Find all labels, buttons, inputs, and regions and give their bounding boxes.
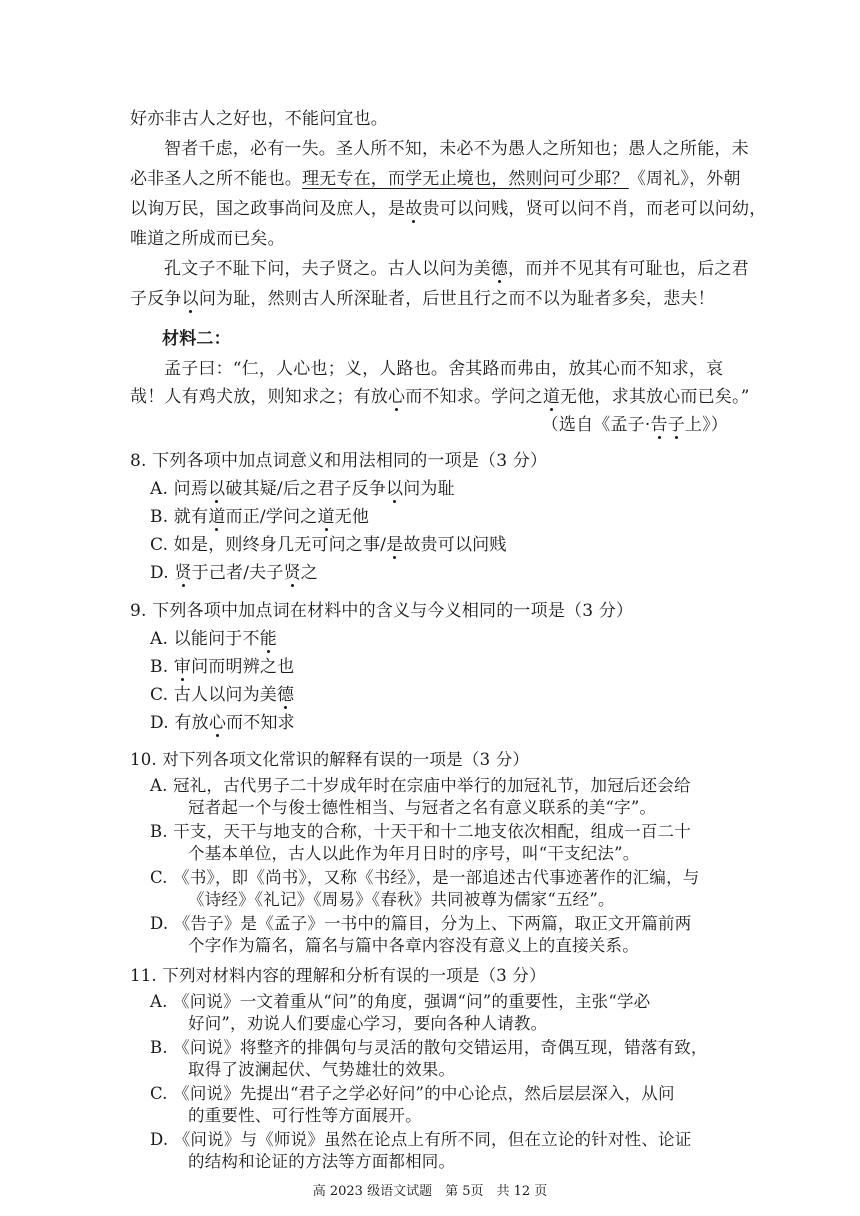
- question-9-option-b[interactable]: [150, 652, 294, 677]
- question-11-option-d-cont: 的结构和论证的方法等方面都相同。: [188, 1152, 456, 1171]
- text-run: 上》）: [684, 415, 728, 435]
- passage-line: 好亦非古人之好也，不能问宜也。: [130, 109, 388, 129]
- question-10-option-b-cont: 个基本单位，古人以此作为年月日时的序号，叫“干支纪法”。: [188, 844, 640, 863]
- question-10-option-c-cont: 《诗经》《礼记》《周易》《春秋》共同被尊为儒家“五经”。: [188, 890, 615, 909]
- passage-line: [130, 164, 741, 189]
- dotted-word: 告: [650, 410, 667, 435]
- text-run: 无他，求其放心而已矣。”: [560, 387, 750, 407]
- dotted-word: 道: [208, 502, 225, 527]
- question-10-option-c[interactable]: C. 《书》，即《尚书》，又称《书经》，是一部追述古代事迹著作的汇编，与: [150, 868, 700, 887]
- dotted-word: 道: [317, 502, 334, 527]
- question-9-option-c[interactable]: [150, 680, 294, 705]
- question-8-option-c[interactable]: [150, 530, 507, 555]
- text-run: 破其疑/后之君子反争: [225, 479, 387, 499]
- text-run: 无他: [334, 507, 370, 527]
- question-10-stem: 10. 对下列各项文化常识的解释有误的一项是（3 分）: [130, 750, 530, 769]
- question-11-option-c[interactable]: C. 《问说》先提出“君子之学必好问”的中心论点，然后层层深入，从问: [150, 1084, 675, 1103]
- text-run: 孔文子不耻下问，夫子贤之。古人以问为美: [164, 259, 491, 279]
- text-run: 问而明辨之也: [191, 657, 295, 677]
- question-11-stem: 11. 下列对材料内容的理解和分析有误的一项是（3 分）: [130, 966, 546, 985]
- dotted-word: 心: [388, 382, 405, 407]
- dotted-word: 贤: [174, 558, 191, 583]
- material-source: [542, 410, 728, 435]
- text-run: 而正/学问之: [225, 507, 318, 527]
- question-8-option-d[interactable]: [150, 558, 318, 583]
- question-10-option-d[interactable]: D. 《告子》是《孟子》一书中的篇目，分为上、下两篇，取正文开篇前两: [150, 914, 692, 933]
- text-run: D. 有放: [150, 713, 209, 733]
- question-11-option-b[interactable]: B. 《问说》将整齐的排偶句与灵活的散句交错运用，奇偶互现，错落有致，: [150, 1038, 708, 1057]
- dotted-word: 德: [491, 254, 508, 279]
- dotted-word: 能: [260, 624, 277, 649]
- text-run: C. 古人以问为美: [150, 685, 278, 705]
- dotted-word: 审: [174, 652, 191, 677]
- question-11-option-d[interactable]: D. 《问说》与《师说》虽然在论点上有所不同，但在立论的针对性、论证: [150, 1130, 692, 1149]
- passage-line: 唯道之所成而已矣。: [130, 229, 285, 249]
- text-run: （选自《孟子·: [541, 415, 651, 435]
- underlined-sentence: 理无专在，而学无止境也，然则问可少耶？: [302, 169, 629, 189]
- question-11-option-a-cont: 好问”，劝说人们要虚心学习，要向各种人请教。: [188, 1014, 548, 1033]
- dotted-word: 以: [182, 284, 199, 309]
- text-run: 哉！人有鸡犬放，则知求之；有放: [130, 387, 388, 407]
- dotted-word: 心: [209, 708, 226, 733]
- material-line: 孟子曰：“仁，人心也；义，人路也。舍其路而弗由，放其心而不知求，哀: [164, 359, 724, 379]
- text-run: C. 如是，则终身几无可问之事/: [150, 535, 387, 555]
- passage-line: [130, 194, 766, 219]
- question-10-option-b[interactable]: B. 干支，天干与地支的合称，十天干和十二地支依次相配，组成一百二十: [150, 822, 691, 841]
- material-heading: 材料二：: [162, 329, 231, 349]
- dotted-word: 以: [208, 474, 225, 499]
- dotted-word: 是: [386, 530, 403, 555]
- text-run: 而不知求: [226, 713, 295, 733]
- question-10-option-a[interactable]: A. 冠礼，古代男子二十岁成年时在宗庙中举行的加冠礼节，加冠后还会给: [150, 776, 691, 795]
- passage-line: 智者千虑，必有一失。圣人所不知，未必不为愚人之所知也；愚人之所能，未: [164, 139, 749, 159]
- text-run: A. 以能问于不: [150, 629, 260, 649]
- text-run: A. 问焉: [150, 479, 209, 499]
- question-10-option-a-cont: 冠者起一个与俊士德性相当、与冠者之名有意义联系的美“字”。: [188, 798, 657, 817]
- passage-line: [130, 284, 715, 309]
- text-run: 故贵可以问贱: [403, 535, 507, 555]
- page-footer: 高 2023 级语文试题 第 5页 共 12 页: [312, 1184, 548, 1199]
- question-11-option-b-cont: 取得了波澜起伏、气势雄壮的效果。: [188, 1060, 456, 1079]
- text-run: 贵可以问贱，贤可以问不肖，而老可以问幼，: [422, 199, 767, 219]
- text-run: ，而并不见其有可耻也，后之君: [508, 259, 749, 279]
- dotted-word: 以: [386, 474, 403, 499]
- text-run: 问为耻: [403, 479, 455, 499]
- text-run: B.: [150, 657, 174, 677]
- material-line: [130, 382, 750, 407]
- dotted-word: 故: [405, 194, 422, 219]
- text-run: B. 就有: [150, 507, 209, 527]
- dotted-word: 子: [668, 410, 685, 435]
- question-8-stem: 8. 下列各项中加点词意义和用法相同的一项是（3 分）: [130, 451, 548, 471]
- question-11-option-c-cont: 的重要性、可行性等方面展开。: [188, 1106, 422, 1125]
- passage-line: [164, 254, 749, 279]
- text-run: 于己者/夫子: [191, 563, 284, 583]
- text-run: 子反争: [130, 289, 182, 309]
- text-run: 而不知求。学问之: [405, 387, 543, 407]
- dotted-word: 德: [277, 680, 294, 705]
- question-9-stem: 9. 下列各项中加点词在材料中的含义与今义相同的一项是（3 分）: [130, 601, 634, 621]
- text-run: 《周礼》，外朝: [628, 169, 741, 189]
- question-9-option-d[interactable]: [150, 708, 295, 733]
- question-8-option-b[interactable]: [150, 502, 369, 527]
- text-run: 之: [300, 563, 318, 583]
- text-run: D.: [150, 563, 175, 583]
- text-run: 以询万民，国之政事尚问及庶人，是: [130, 199, 406, 219]
- text-run: 问为耻，然则古人所深耻者，后世且行之而不以为耻者多矣，悲夫！: [198, 289, 715, 309]
- text-run: 必非圣人之所不能也。: [130, 169, 302, 189]
- dotted-word: 道: [543, 382, 560, 407]
- question-11-option-a[interactable]: A. 《问说》一文着重从“问”的角度，强调“问”的重要性，主张“学必: [150, 992, 651, 1011]
- question-10-option-d-cont: 个字作为篇名，篇名与篇中各章内容没有意义上的直接关系。: [188, 936, 639, 955]
- dotted-word: 贤: [284, 558, 301, 583]
- question-9-option-a[interactable]: [150, 624, 277, 649]
- question-8-option-a[interactable]: [150, 474, 455, 499]
